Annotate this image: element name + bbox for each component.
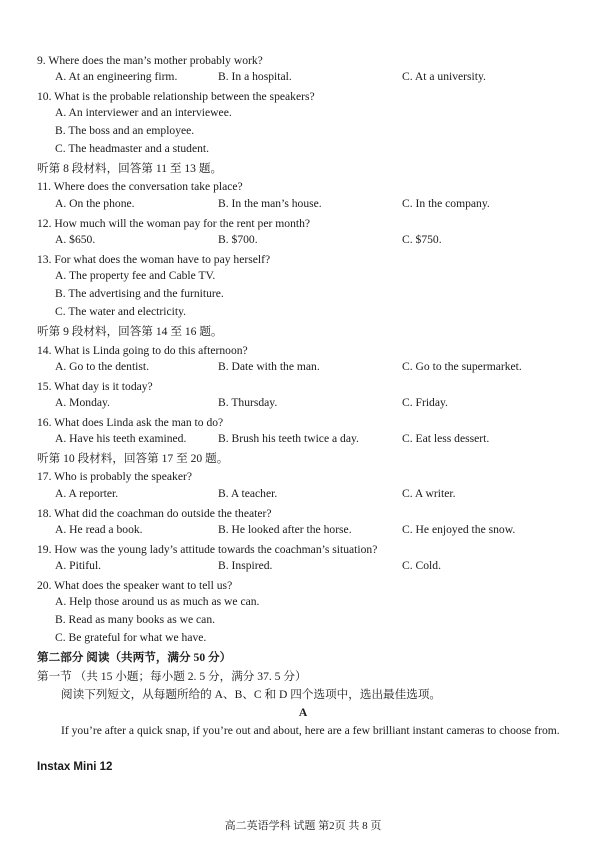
q15-option-b: B. Thursday. [218,396,278,409]
q9-option-c: C. At a university. [402,70,486,83]
reading-instruction: 阅读下列短文，从每题所给的 A、B、C 和 D 四个选项中，选出最佳选项。 [61,688,442,701]
q16-option-c: C. Eat less dessert. [402,432,490,445]
question-14: 14. What is Linda going to do this afternoon? [37,344,248,357]
part2-heading: 第二部分 阅读（共两节，满分 50 分） [37,651,232,664]
passage-label: A [298,706,308,719]
q12-option-c: C. $750. [402,233,442,246]
question-19: 19. How was the young lady’s attitude towards the coachman’s situation? [37,543,378,556]
q14-option-b: B. Date with the man. [218,360,320,373]
q10-option-a: A. An interviewer and an interviewee. [55,106,232,119]
q18-option-b: B. He looked after the horse. [218,523,352,536]
listening-note-10: 听第 10 段材料，回答第 17 至 20 题。 [37,452,229,465]
q18-option-c: C. He enjoyed the snow. [402,523,516,536]
q15-option-a: A. Monday. [55,396,110,409]
q12-option-a: A. $650. [55,233,96,246]
q17-option-b: B. A teacher. [218,487,278,500]
q18-option-a: A. He read a book. [55,523,143,536]
section1-heading: 第一节 （共 15 小题；每小题 2. 5 分，满分 37. 5 分） [37,670,307,683]
q20-option-b: B. Read as many books as we can. [55,613,216,626]
q11-option-a: A. On the phone. [55,197,135,210]
q16-option-b: B. Brush his teeth twice a day. [218,432,359,445]
listening-note-8: 听第 8 段材料，回答第 11 至 13 题。 [37,162,223,175]
q9-option-a: A. At an engineering firm. [55,70,178,83]
q9-option-b: B. In a hospital. [218,70,292,83]
question-15: 15. What day is it today? [37,380,153,393]
q20-option-a: A. Help those around us as much as we can. [55,595,260,608]
question-11: 11. Where does the conversation take place? [37,180,243,193]
q19-option-b: B. Inspired. [218,559,273,572]
q19-option-a: A. Pitiful. [55,559,102,572]
q10-option-b: B. The boss and an employee. [55,124,195,137]
q10-option-c: C. The headmaster and a student. [55,142,210,155]
q12-option-b: B. $700. [218,233,258,246]
q13-option-c: C. The water and electricity. [55,305,187,318]
question-13: 13. For what does the woman have to pay herself? [37,253,271,266]
question-17: 17. Who is probably the speaker? [37,470,192,483]
passage-intro: If you’re after a quick snap, if you’re out and about, here are a few brilliant instant cameras to choose from. [61,724,560,737]
q13-option-b: B. The advertising and the furniture. [55,287,224,300]
q16-option-a: A. Have his teeth examined. [55,432,187,445]
page-footer: 高二英语学科 试题 第2页 共 8 页 [224,820,382,832]
q14-option-a: A. Go to the dentist. [55,360,150,373]
q15-option-c: C. Friday. [402,396,448,409]
question-9: 9. Where does the man’s mother probably work? [37,54,263,67]
product-subheading: Instax Mini 12 [37,761,113,773]
q17-option-a: A. A reporter. [55,487,119,500]
q14-option-c: C. Go to the supermarket. [402,360,522,373]
question-12: 12. How much will the woman pay for the rent per month? [37,217,311,230]
q17-option-c: C. A writer. [402,487,456,500]
q19-option-c: C. Cold. [402,559,441,572]
question-18: 18. What did the coachman do outside the theater? [37,507,272,520]
q11-option-b: B. In the man’s house. [218,197,322,210]
question-20: 20. What does the speaker want to tell us? [37,579,233,592]
listening-note-9: 听第 9 段材料，回答第 14 至 16 题。 [37,325,223,338]
q11-option-c: C. In the company. [402,197,490,210]
question-10: 10. What is the probable relationship between the speakers? [37,90,315,103]
q20-option-c: C. Be grateful for what we have. [55,631,207,644]
question-16: 16. What does Linda ask the man to do? [37,416,224,429]
q13-option-a: A. The property fee and Cable TV. [55,269,216,282]
